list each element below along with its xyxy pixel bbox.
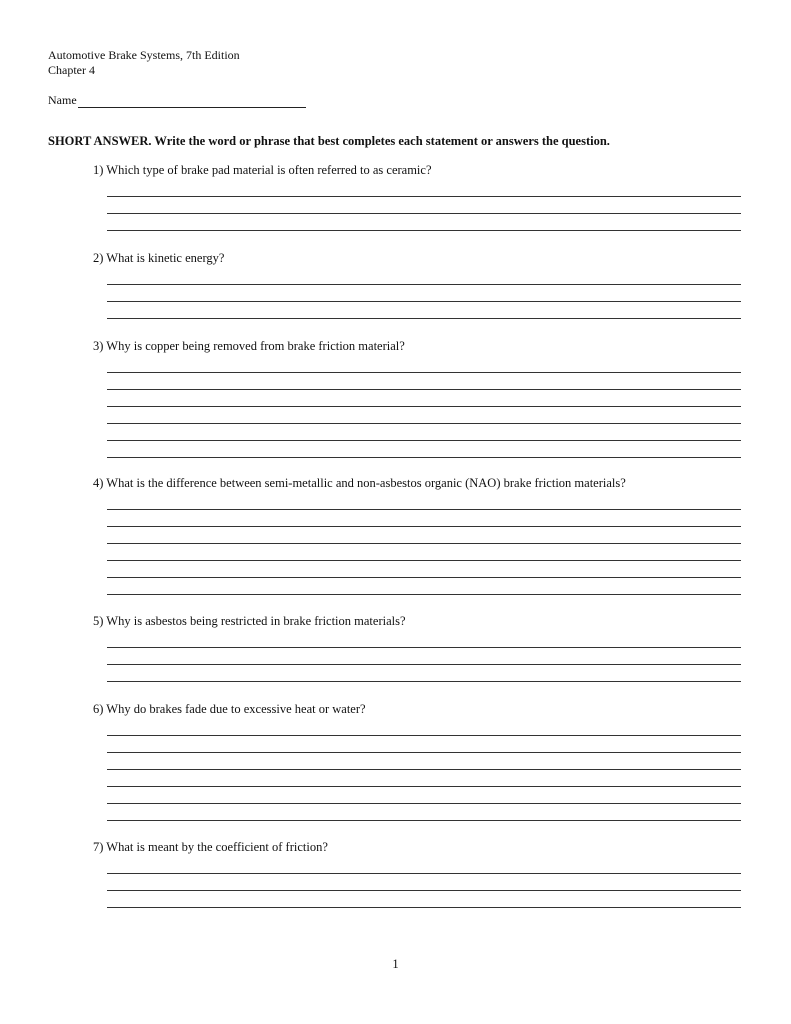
name-label: Name [48,93,77,107]
question-1-text: 1) Which type of brake pad material is often referred to as ceramic? [93,163,432,177]
answer-line[interactable] [107,803,741,804]
answer-line[interactable] [107,406,741,407]
book-title: Automotive Brake Systems, 7th Edition [48,48,240,62]
answer-line[interactable] [107,284,741,285]
question-3-text: 3) Why is copper being removed from brake friction material? [93,339,405,353]
answer-line[interactable] [107,769,741,770]
answer-line[interactable] [107,543,741,544]
answer-line[interactable] [107,577,741,578]
question-7-text: 7) What is meant by the coefficient of friction? [93,840,328,854]
answer-line[interactable] [107,594,741,595]
answer-line[interactable] [107,647,741,648]
answer-line[interactable] [107,440,741,441]
answer-line[interactable] [107,560,741,561]
question-5-text: 5) Why is asbestos being restricted in brake friction materials? [93,614,406,628]
answer-line[interactable] [107,389,741,390]
answer-line[interactable] [107,820,741,821]
document-header [48,48,240,78]
answer-line[interactable] [107,873,741,874]
answer-line[interactable] [107,681,741,682]
page-number: 1 [392,957,399,971]
answer-line[interactable] [107,907,741,908]
answer-line[interactable] [107,318,741,319]
name-blank-line[interactable] [78,97,306,108]
answer-line[interactable] [107,230,741,231]
name-field-row [48,93,306,108]
question-6-text: 6) Why do brakes fade due to excessive heat or water? [93,702,366,716]
answer-line[interactable] [107,213,741,214]
answer-line[interactable] [107,890,741,891]
answer-line[interactable] [107,509,741,510]
question-2-text: 2) What is kinetic energy? [93,251,225,265]
answer-line[interactable] [107,786,741,787]
answer-line[interactable] [107,664,741,665]
chapter-label: Chapter 4 [48,63,95,77]
answer-line[interactable] [107,735,741,736]
answer-line[interactable] [107,301,741,302]
answer-line[interactable] [107,372,741,373]
answer-line[interactable] [107,526,741,527]
answer-line[interactable] [107,752,741,753]
answer-line[interactable] [107,423,741,424]
answer-line[interactable] [107,196,741,197]
section-instructions: SHORT ANSWER. Write the word or phrase that best completes each statement or answers the question. [48,134,610,148]
answer-line[interactable] [107,457,741,458]
question-4-text: 4) What is the difference between semi-metallic and non-asbestos organic (NAO) brake friction materials? [93,476,626,490]
